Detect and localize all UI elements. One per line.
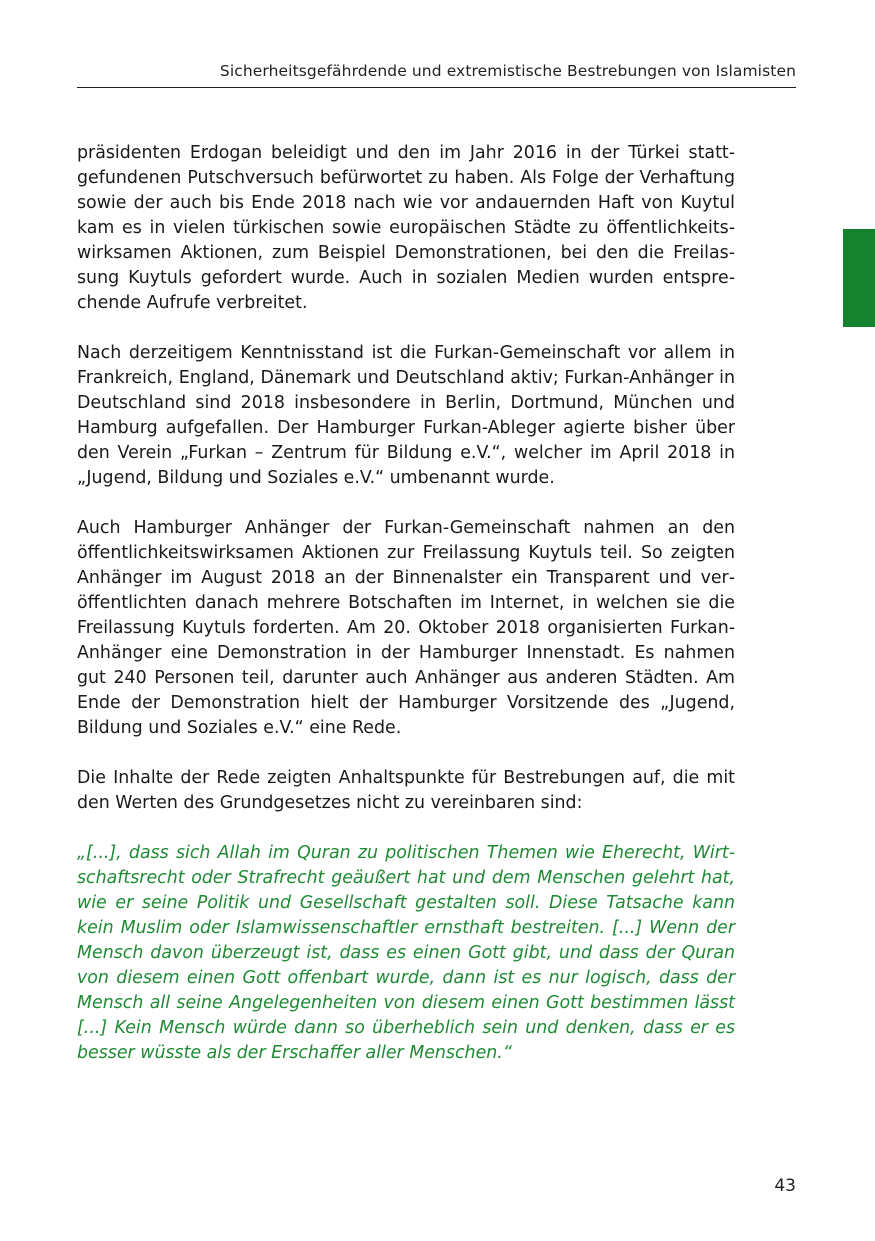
speech-quote: „[...], dass sich Allah im Quran zu politischen Themen wie Eherecht, Wirtschaftsrecht oder Strafrecht geäußert hat und dem Menschen gelehrt hat, wie er seine Politik und Gesellschaft gestalten soll. Diese Tatsache kann kein Muslim oder Islamwissenschaftler ernsthaft bestreiten. [...] Wenn der Mensch davon überzeugt ist, dass es einen Gott gibt, und dass der Quran von diesem einen Gott offenbart wurde, dann ist es nur logisch, dass der Mensch all seine Angelegenheiten von diesem einen Gott bestimmen lässt [...] Kein Mensch würde dann so überheblich sein und denken, dass er es besser wüsste als der Erschaffer aller Menschen.“: [77, 843, 735, 1063]
page-body: [77, 141, 735, 1091]
header-divider: [77, 87, 796, 88]
body-paragraph: Auch Hamburger Anhänger der Furkan-Gemeinschaft nahmen an den öffentlichkeitswirksamen Aktionen zur Freilassung Kuytuls teil. So zeigten Anhänger im August 2018 an der Binnenalster ein Transparent und veröffentlichten danach mehrere Botschaften im Internet, in welchen sie die Freilassung Kuytuls forderten. Am 20. Oktober 2018 organisierten Furkan-Anhänger eine Demonstration in der Hamburger Innenstadt. Es nahmen gut 240 Personen teil, darunter auch Anhänger aus anderen Städten. Am Ende der Demonstration hielt der Hamburger Vorsitzende des „Jugend, Bildung und Soziales e.V.“ eine Rede.: [77, 518, 735, 738]
body-paragraph: Nach derzeitigem Kenntnisstand ist die Furkan-Gemeinschaft vor allem in Frankreich, England, Dänemark und Deutschland aktiv; Furkan-Anhänger in Deutschland sind 2018 insbesondere in Berlin, Dortmund, München und Hamburg aufgefallen. Der Hamburger Furkan-Ableger agierte bisher über den Verein „Furkan – Zentrum für Bildung e.V.“, welcher im April 2018 in „Jugend, Bildung und Soziales e.V.“ umbenannt wurde.: [77, 343, 735, 488]
body-paragraph: Die Inhalte der Rede zeigten Anhaltspunkte für Bestrebungen auf, die mit den Werten des Grundgesetzes nicht zu vereinbaren sind:: [77, 768, 735, 813]
chapter-marker-tab: [843, 229, 875, 327]
page-number: 43: [774, 1176, 796, 1196]
running-header: Sicherheitsgefährdende und extremistische Bestrebungen von Islamisten: [219, 62, 796, 80]
body-paragraph: präsidenten Erdogan beleidigt und den im Jahr 2016 in der Türkei stattgefundenen Putschversuch befürwortet zu haben. Als Folge der Verhaftung sowie der auch bis Ende 2018 nach wie vor andauernden Haft von Kuytul kam es in vielen türkischen sowie europäischen Städte zu öffentlichkeitswirksamen Aktionen, zum Beispiel Demonstrationen, bei den die Freilassung Kuytuls gefordert wurde. Auch in sozialen Medien wurden entsprechende Aufrufe verbreitet.: [77, 143, 735, 313]
